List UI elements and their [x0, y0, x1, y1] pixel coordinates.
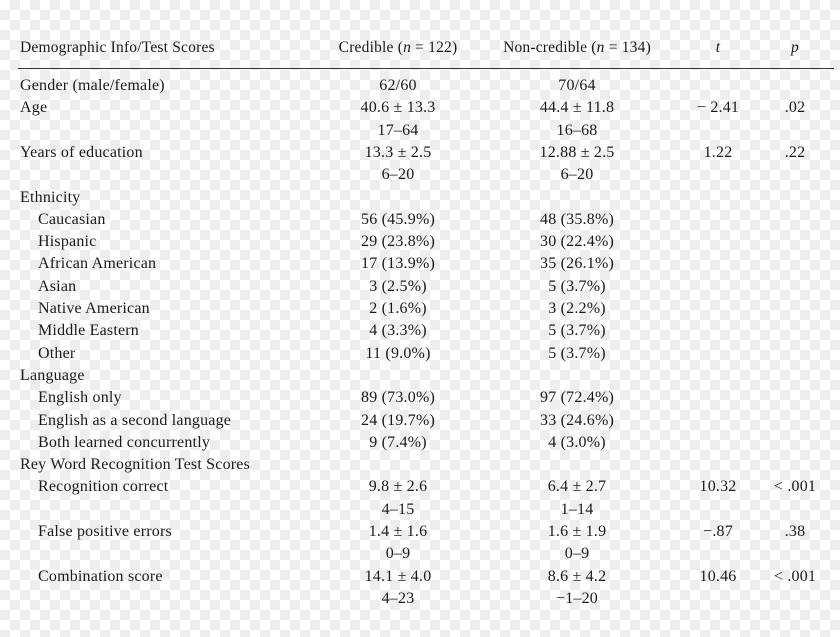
cell-noncredible-text: 5 (3.7%)	[548, 344, 606, 362]
row-label	[38, 477, 168, 497]
row-label-text: English only	[38, 389, 122, 407]
row-label-text: English as a second language	[38, 411, 232, 429]
cell-p-text: < .001	[773, 567, 817, 585]
row-label	[38, 299, 150, 319]
cell-noncredible-text: 3 (2.2%)	[548, 300, 606, 317]
row-label-text: Middle Eastern	[38, 322, 139, 340]
cell-credible-text: 9 (7.4%)	[369, 433, 427, 451]
row-label	[38, 388, 122, 408]
row-label-text: Rey Word Recognition Test Scores	[20, 456, 251, 474]
row-label-text: Gender (male/female)	[20, 77, 165, 94]
cell-noncredible-text: −1–20	[555, 589, 599, 607]
row-label	[20, 76, 165, 96]
row-label-text: Hispanic	[38, 233, 97, 251]
cell-t-text: 10.32	[699, 478, 737, 496]
cell-credible-text: 62/60	[379, 77, 417, 94]
header-demographic: Demographic Info/Test Scores	[20, 39, 215, 56]
cell-noncredible-text: 5 (3.7%)	[548, 277, 606, 295]
cell-credible-text: 40.6 ± 13.3	[360, 99, 436, 117]
cell-noncredible-text: 12.88 ± 2.5	[539, 143, 615, 161]
cell-noncredible-text: 30 (22.4%)	[540, 233, 614, 251]
cell-noncredible-text: 70/64	[558, 77, 596, 94]
cell-credible-text: 11 (9.0%)	[365, 344, 431, 362]
row-label-text: Years of education	[20, 143, 143, 161]
header-p-label: p	[791, 39, 799, 56]
cell-credible-text: 13.3 ± 2.5	[364, 143, 432, 161]
header-credible-suffix: = 122)	[411, 39, 458, 56]
row-label-text: Caucasian	[38, 210, 106, 228]
cell-credible-text: 9.8 ± 2.6	[368, 478, 428, 496]
cell-noncredible-text: 8.6 ± 4.2	[547, 567, 607, 585]
cell-credible-text: 56 (45.9%)	[361, 210, 435, 228]
row-label-text: Recognition correct	[38, 478, 169, 496]
row-label	[38, 254, 156, 274]
row-label	[20, 188, 80, 208]
cell-credible-text: 4–15	[381, 500, 415, 518]
cell-noncredible-text: 0–9	[564, 545, 590, 563]
cell-t-text: −.87	[703, 523, 733, 540]
row-label-text: Native American	[38, 300, 150, 317]
cell-credible-text: 4–23	[381, 589, 415, 607]
cell-credible-text: 29 (23.8%)	[361, 233, 435, 251]
row-label-text: Age	[20, 99, 48, 117]
cell-credible-text: 0–9	[385, 545, 411, 563]
header-noncredible-prefix: Non-credible (	[503, 39, 597, 56]
cell-noncredible-text: 1–14	[560, 500, 594, 518]
cell-noncredible-text: 16–68	[556, 121, 598, 139]
cell-noncredible-text: 33 (24.6%)	[540, 411, 614, 429]
cell-noncredible-text: 44.4 ± 11.8	[539, 99, 615, 117]
row-label-text: African American	[38, 255, 157, 273]
cell-noncredible-text: 97 (72.4%)	[540, 389, 614, 407]
row-label	[20, 143, 143, 163]
row-label	[20, 98, 47, 118]
row-label	[38, 344, 75, 364]
row-label-text: Other	[38, 344, 76, 362]
cell-credible-text: 6–20	[381, 166, 415, 184]
row-label	[38, 411, 231, 431]
cell-credible-text: 14.1 ± 4.0	[364, 567, 432, 585]
cell-credible-text: 24 (19.7%)	[361, 411, 435, 429]
row-label	[38, 433, 210, 453]
header-credible-prefix: Credible (	[338, 39, 404, 56]
row-label-text: Ethnicity	[20, 188, 81, 206]
cell-p-text: .02	[784, 99, 806, 117]
row-label-text: False positive errors	[38, 523, 172, 540]
cell-noncredible-text: 48 (35.8%)	[540, 210, 614, 228]
cell-credible-text: 3 (2.5%)	[369, 277, 427, 295]
cell-credible-text: 89 (73.0%)	[361, 389, 435, 407]
row-label-text: Both learned concurrently	[38, 433, 211, 451]
header-credible-n: n	[403, 39, 412, 56]
row-label	[38, 567, 163, 587]
cell-credible-text: 17–64	[377, 121, 419, 139]
cell-credible-text: 2 (1.6%)	[369, 300, 427, 317]
row-label	[38, 277, 76, 297]
row-label	[38, 321, 139, 341]
row-label	[38, 522, 172, 542]
cell-t-text: 1.22	[703, 143, 733, 161]
cell-credible-text: 1.4 ± 1.6	[368, 523, 428, 540]
cell-noncredible-text: 1.6 ± 1.9	[547, 523, 607, 540]
cell-credible-text: 17 (13.9%)	[361, 255, 435, 273]
row-label	[20, 366, 85, 386]
cell-noncredible-text: 35 (26.1%)	[540, 255, 614, 273]
row-label-text: Combination score	[38, 567, 163, 585]
cell-noncredible-text: 6–20	[560, 166, 594, 184]
cell-noncredible-text: 5 (3.7%)	[548, 322, 606, 340]
row-label	[38, 210, 106, 230]
cell-p-text: < .001	[773, 478, 817, 496]
cell-t-text: 10.46	[699, 567, 737, 585]
cell-p-text: .22	[784, 143, 806, 161]
header-t-label: t	[715, 39, 721, 56]
header-rule	[18, 68, 834, 69]
row-label	[20, 455, 250, 475]
row-label-text: Asian	[38, 277, 77, 295]
header-noncredible-suffix: = 134)	[604, 39, 651, 56]
cell-noncredible-text: 6.4 ± 2.7	[547, 478, 607, 496]
cell-credible-text: 4 (3.3%)	[369, 322, 427, 340]
cell-p-text: .38	[784, 523, 806, 540]
row-label	[38, 232, 96, 252]
cell-t-text: − 2.41	[696, 99, 740, 117]
header-noncredible-n: n	[596, 39, 605, 56]
cell-noncredible-text: 4 (3.0%)	[548, 433, 606, 451]
row-label-text: Language	[20, 366, 85, 384]
